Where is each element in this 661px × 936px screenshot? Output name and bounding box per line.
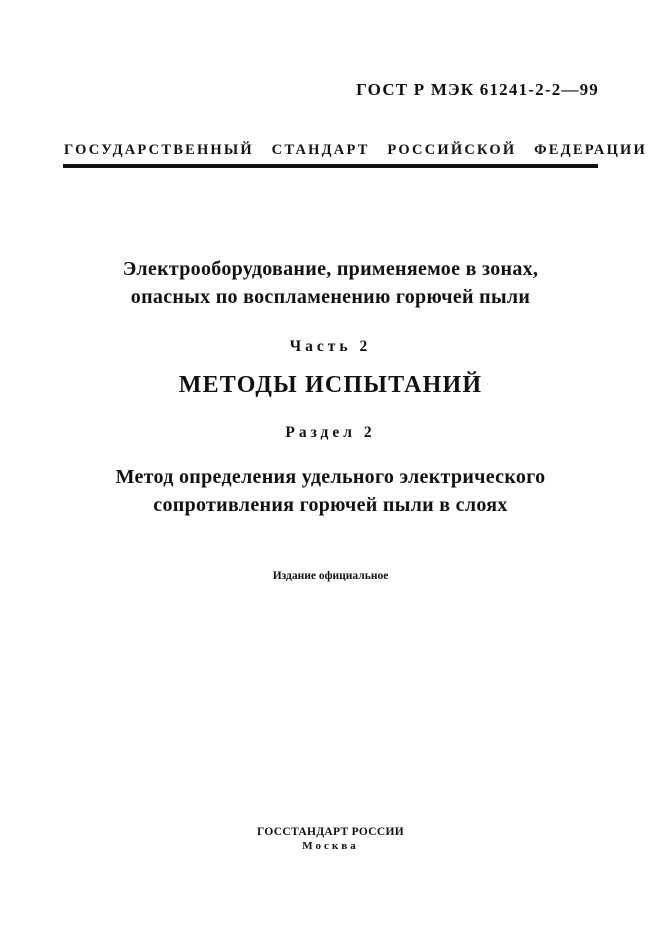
- publisher-city: Москва: [302, 840, 359, 852]
- header-rule-divider: [63, 164, 598, 168]
- section-title-line-2: сопротивления горючей пыли в слоях: [153, 494, 508, 516]
- standard-designation: ГОСТ Р МЭК 61241-2-2—99: [356, 80, 599, 99]
- publisher-name: ГОССТАНДАРТ РОССИИ: [257, 826, 404, 838]
- section-label: Раздел 2: [285, 424, 376, 441]
- part-title: МЕТОДЫ ИСПЫТАНИЙ: [178, 372, 483, 398]
- title-line-1: Электрооборудование, применяемое в зонах,: [122, 258, 539, 280]
- part-label: Часть 2: [289, 338, 372, 355]
- title-line-2: опасных по воспламенению горючей пыли: [130, 286, 531, 308]
- edition-note: Издание официальное: [272, 570, 389, 582]
- state-standard-header: ГОСУДАРСТВЕННЫЙ СТАНДАРТ РОССИЙСКОЙ ФЕДЕРАЦИИ: [64, 142, 648, 158]
- section-title-line-1: Метод определения удельного электрического: [115, 466, 546, 488]
